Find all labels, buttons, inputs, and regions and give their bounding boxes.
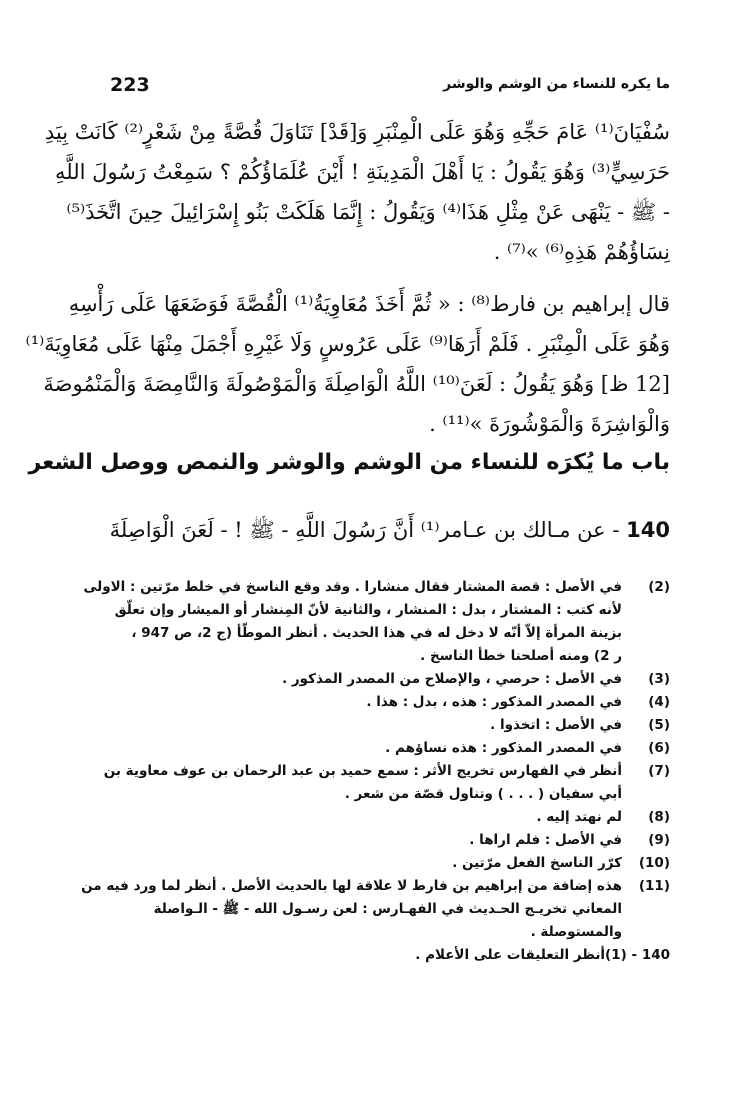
footnote-mark: (9) <box>648 832 670 848</box>
text-line: نِسَاؤُهُمْ هَذِهِ⁽⁶⁾ »⁽⁷⁾ . <box>493 240 670 264</box>
footnote <box>81 875 670 944</box>
text-line: - ﷺ - يَنْهَى عَنْ مِثْلِ هَذَا⁽⁴⁾ وَيَقُولُ : إِنَّمَا هَلَكَتْ بَنُو إِسْرَائِيلَ حِينَ اتَّخَذَ⁽⁵⁾ <box>66 200 670 224</box>
footnote-line: والمستوصلة . <box>530 924 622 940</box>
footnote <box>108 691 670 714</box>
footnote-mark: (2) <box>648 579 670 595</box>
footnote-line: في الأصل : اتخذوا . <box>490 717 622 733</box>
footnote-line: أنظر التعليقات على الأعلام . <box>415 947 606 963</box>
footnote-line: كرّر الناسخ الفعل مرّتين . <box>452 855 622 871</box>
text-line: [12 ظ] وَهُوَ يَقُولُ : لَعَنَ⁽¹⁰⁾ اللَّهُ الْوَاصِلَةَ وَالْمَوْصُولَةَ وَالنَّامِصَةَ وَالْمَنْمُوصَةَ <box>43 372 670 396</box>
page-number: 223 <box>110 74 150 96</box>
footnote-mark: (5) <box>648 717 670 733</box>
text-line: وَهُوَ عَلَى الْمِنْبَرِ . فَلَمْ أَرَهَا⁽⁹⁾ عَلَى عَرُوسٍ وَلَا غَيْرِهِ أَجْمَلَ مِنْهَا عَلَى مُعَاوِيَةَ⁽¹⁾ <box>25 332 670 356</box>
footnote-line: في المصدر المذكور : هذه ، بدل : هذا . <box>366 694 622 710</box>
footnote <box>108 944 670 967</box>
footnote-line: أبي سفيان ( . . . ) وتناول قصّة من شعر . <box>344 786 622 802</box>
footnote-line: في الأصل : حرصي ، والإصلاح من المصدر المذكور . <box>282 671 622 687</box>
text-line: سُفْيَانَ⁽¹⁾ عَامَ حَجِّهِ وَهُوَ عَلَى الْمِنْبَرِ وَ[قَدْ] تَنَاوَلَ قُصَّةً مِنْ شَعْرٍ⁽²⁾ كَانَتْ بِيَدِ <box>44 120 670 144</box>
footnote-line: أنظر في الفهارس تخريج الأثر : سمع حميد بن عبد الرحمان بن عوف معاوية بن <box>103 763 622 779</box>
footnote <box>108 829 670 852</box>
footnote-line: في الأصل : قصة المشتار فقال منشارا . وقد وقع الناسخ في خلط مرّتين : الاولى <box>83 579 622 595</box>
footnote-line: المعاني تخريـج الحـديث في الفهـارس : لعن رسـول الله - ﷺ - الـواصلة <box>153 901 622 917</box>
footnote-line: لأنه كتب : المشتار ، بدل : المنشار ، والثانية لأنّ المِنشار أو الميشار وإن تعلّق <box>114 602 622 618</box>
footnote-line: في الأصل : فلم اراها . <box>469 832 622 848</box>
hadith-140 <box>108 510 670 550</box>
footnote <box>108 737 670 760</box>
footnote-line: بزينة المرأة إلاّ أنّه لا دخل له في هذا الحديث . أنظر الموطّأ (ج 2، ص 947 ، <box>131 625 622 641</box>
footnote-mark: 140 - (1) <box>605 947 670 963</box>
footnote-mark: (6) <box>648 740 670 756</box>
text-line: قال إبراهيم بن فارط⁽⁸⁾ : « ثُمَّ أَخَذَ مُعَاوِيَةُ⁽¹⁾ الْقُصَّةَ فَوَضَعَهَا عَلَى رَأْسِهِ <box>68 292 670 316</box>
footnote <box>108 852 670 875</box>
paragraph-2 <box>25 284 670 444</box>
footnote <box>108 668 670 691</box>
footnotes <box>81 576 670 967</box>
footnote <box>103 760 670 806</box>
running-title: ما يكره للنساء من الوشم والوشر <box>443 76 670 92</box>
paragraph-1 <box>44 112 670 272</box>
footnote-mark: (11) <box>638 878 670 894</box>
hadith-number: 140 <box>626 518 670 542</box>
footnote <box>108 714 670 737</box>
footnote-line: لم نهتد إليه . <box>536 809 622 825</box>
footnote-line: ر 2) ومنه أصلحنا خطأ الناسخ . <box>420 648 622 664</box>
section-heading: باب ما يُكرَه للنساء من الوشم والوشر والنمص ووصل الشعر <box>28 450 670 475</box>
footnote-mark: (10) <box>638 855 670 871</box>
text-line: حَرَسِيٍّ⁽³⁾ وَهُوَ يَقُولُ : يَا أَهْلَ الْمَدِينَةِ ! أَيْنَ عُلَمَاؤُكُمْ ؟ سَمِعْتُ رَسُولَ اللَّهِ <box>55 160 670 184</box>
text-line: وَالْوَاشِرَةَ وَالْمَوْشُورَةَ »⁽¹¹⁾ . <box>429 412 670 436</box>
footnote-mark: (7) <box>648 763 670 779</box>
footnote-mark: (4) <box>648 694 670 710</box>
hadith-text: - عن مـالك بن عـامر⁽¹⁾ أَنَّ رَسُولَ اللَّهِ - ﷺ ! - لَعَنَ الْوَاصِلَةَ <box>109 518 620 542</box>
page-header <box>110 70 670 100</box>
footnote <box>83 576 670 668</box>
footnote <box>108 806 670 829</box>
footnote-mark: (8) <box>648 809 670 825</box>
footnote-line: في المصدر المذكور : هذه نساؤهم . <box>385 740 622 756</box>
footnote-mark: (3) <box>648 671 670 687</box>
footnote-line: هذه إضافة من إبراهيم بن فارط لا علاقة لها بالحديث الأصل . أنظر لما ورد فيه من <box>81 878 622 894</box>
